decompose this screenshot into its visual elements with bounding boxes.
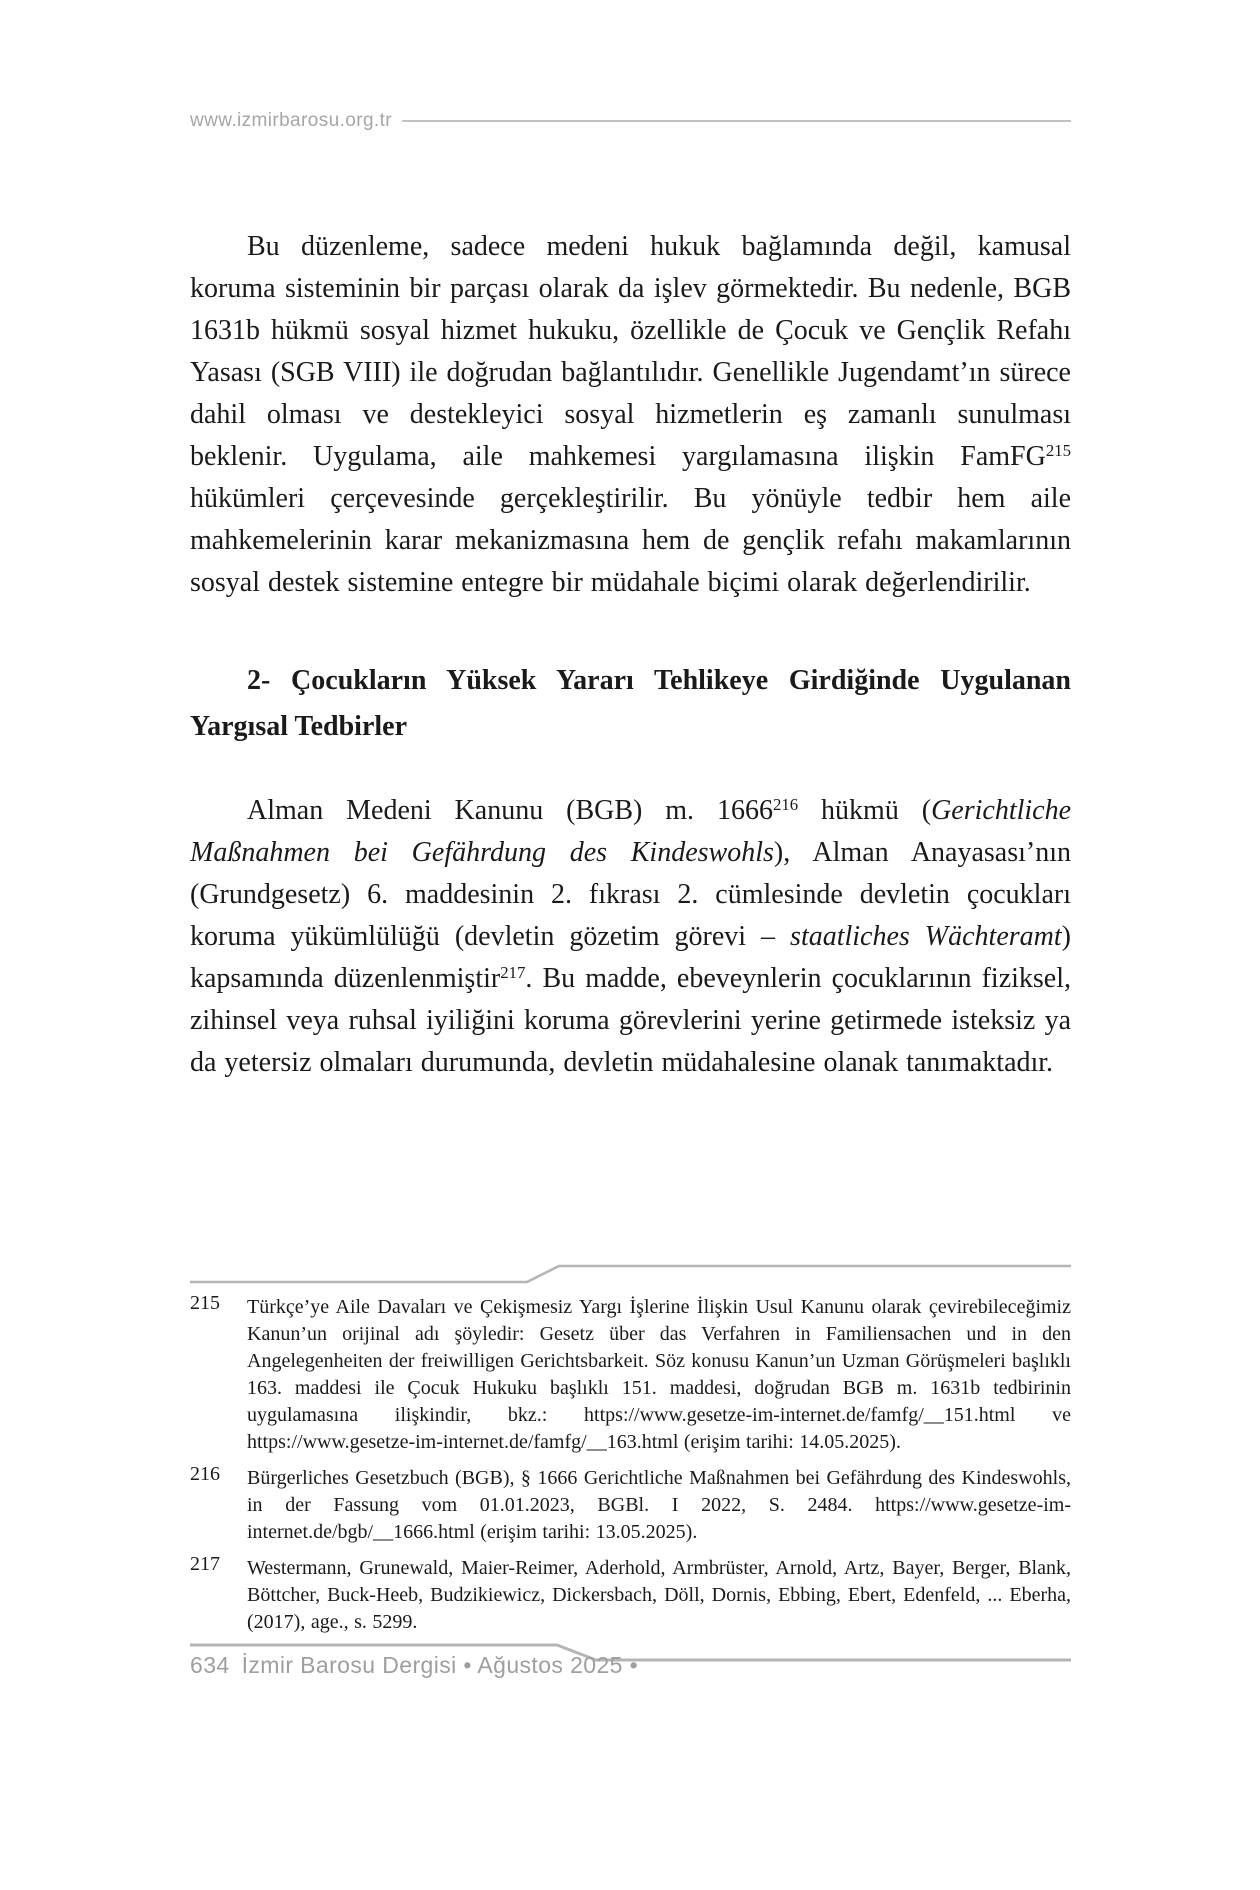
footnote-item: [190, 1465, 1071, 1546]
footnote-item: [190, 1294, 1071, 1456]
text-run: hükümleri çerçevesinde gerçekleştirilir. Bu yönüyle tedbir hem aile mahkemelerinin karar mekanizmasına hem de gençlik refahı makamlarının sosyal destek sistemine entegre bir müdahale biçimi olarak değerlendirilir.: [190, 483, 1071, 598]
footnote-text: [247, 1294, 1071, 1456]
footnote-number: 217: [190, 1553, 220, 1575]
footnote-ref: 215: [1045, 440, 1071, 460]
footer-page-number: 634: [190, 1652, 230, 1678]
body-paragraph-1: [190, 226, 1071, 604]
section-heading: 2- Çocukların Yüksek Yararı Tehlikeye Girdiğinde Uygulanan Yargısal Tedbirler: [190, 665, 1071, 742]
text-run: hükmü (: [798, 795, 932, 826]
footnote-ref: 217: [500, 962, 526, 982]
italic-run: Gerichtliche Maßnahmen bei Gefährdung des Kindeswohls: [190, 795, 1072, 868]
text-run: . Bu madde, ebeveynlerin çocuklarının fiziksel, zihinsel veya ruhsal iyiliğini koruma görevlerini yerine getirmede isteksiz ya da yetersiz olmaları durumunda, devletin müdahalesine olanak tanımaktadır.: [190, 963, 1072, 1078]
main-content: [190, 226, 1071, 1084]
italic-run: staatliches Wächteramt: [790, 921, 1062, 952]
footer-journal-title: İzmir Barosu Dergisi • Ağustos 2025 •: [241, 1652, 639, 1678]
text-run: Bu düzenleme, sadece medeni hukuk bağlamında değil, kamusal koruma sisteminin bir parçası olarak da işlev görmektedir. Bu nedenle, BGB 1631b hükmü sosyal hizmet hukuku, özellikle de Çocuk ve Gençlik Refahı Yasası (SGB VIII) ile doğrudan bağlantılıdır. Genellikle Jugendamt’ın sürece dahil olması ve destekleyici sosyal hizmetlerin eş zamanlı sunulması beklenir. Uygulama, aile mahkemesi yargılamasına ilişkin FamFG: [190, 231, 1071, 472]
footnote-ref: 216: [772, 794, 799, 814]
header-rule: [402, 120, 1071, 122]
header-url: www.izmirbarosu.org.tr: [190, 110, 393, 131]
text-run: Westermann, Grunewald, Maier-Reimer, Aderhold, Armbrüster, Arnold, Artz, Bayer, Berger, Blank, Böttcher, Buck-Heeb, Budzikiewicz, Dickersbach, Döll, Dornis, Ebbing, Ebert, Edenfeld, ... Eberha, (2017), age., s. 5299.: [247, 1557, 1071, 1633]
text-run: Alman Medeni Kanunu (BGB) m. 1666: [247, 795, 773, 826]
footnote-text: [247, 1465, 1071, 1546]
footnote-number: 215: [190, 1292, 220, 1314]
footnote-number: 216: [190, 1463, 220, 1485]
text-run: ), Alman Anayasası’nın (Grundgesetz) 6. maddesinin 2. fıkrası 2. cümlesinde devletin çocukları koruma yükümlülüğü (devletin gözetim görevi –: [190, 837, 1071, 952]
text-run: Türkçe’ye Aile Davaları ve Çekişmesiz Yargı İşlerine İlişkin Usul Kanunu olarak çevirebileceğimiz Kanun’un orijinal adı şöyledir: Gesetz über das Verfahren in Familiensachen und in den Angelegenheiten der freiwilligen Gerichtsbarkeit. Söz konusu Kanun’un Uzman Görüşmeleri başlıklı 163. maddesi ile Çocuk Hukuku başlıklı 151. maddesi, doğrudan BGB m. 1631b tedbirinin uygulamasına ilişkindir, bkz.: https://www.gesetze-im-internet.de/famfg/__151.html ve https://www.gesetze-im-internet.de/famfg/__163.html (erişim tarihi: 14.05.2025).: [247, 1296, 1071, 1453]
footnote-text: [247, 1555, 1071, 1636]
footnote-item: [190, 1555, 1071, 1636]
page-footer: [190, 1652, 638, 1679]
body-paragraph-2: [190, 790, 1071, 1084]
footnotes-list: [190, 1294, 1071, 1645]
text-run: ) kapsamında düzenlenmiştir: [190, 921, 1071, 994]
text-run: Bürgerliches Gesetzbuch (BGB), § 1666 Gerichtliche Maßnahmen bei Gefährdung des Kindeswohls, in der Fassung vom 01.01.2023, BGBl. I 2022, S. 2484. https://www.gesetze-im-internet.de/bgb/__1666.html (erişim tarihi: 13.05.2025).: [247, 1467, 1071, 1543]
page-header: [190, 110, 1071, 132]
footnote-divider-rule: [190, 1262, 1071, 1286]
